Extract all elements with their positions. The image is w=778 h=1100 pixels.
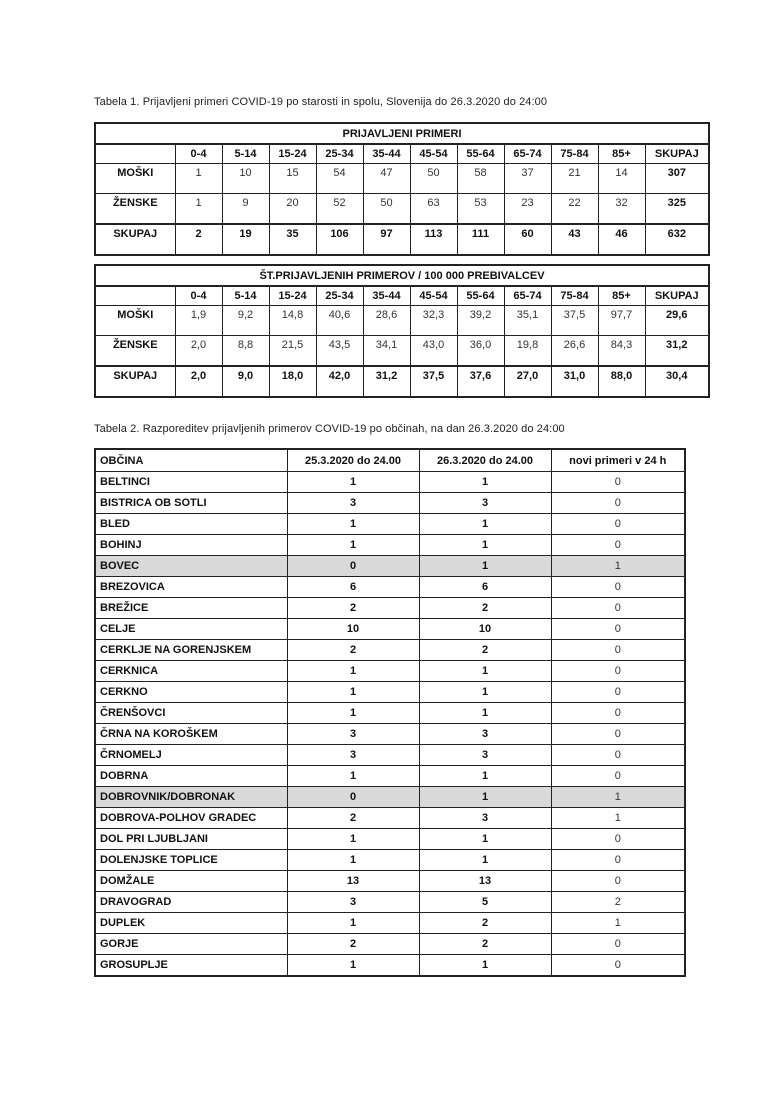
municipality-name: DUPLEK [95, 913, 287, 934]
cell-value: 37,6 [457, 366, 504, 397]
cases-prev-day: 1 [287, 766, 419, 787]
new-cases-24h: 0 [551, 514, 685, 535]
cases-current-day: 3 [419, 808, 551, 829]
cases-current-day: 1 [419, 472, 551, 493]
cell-value: 39,2 [457, 306, 504, 336]
cases-current-day: 1 [419, 703, 551, 724]
cell-value: 21 [551, 164, 598, 194]
table-row [95, 556, 685, 577]
cell-value: 32,3 [410, 306, 457, 336]
cases-current-day: 3 [419, 493, 551, 514]
cell-value: 9 [222, 194, 269, 225]
cell-value: 35 [269, 224, 316, 255]
cell-value: 18,0 [269, 366, 316, 397]
column-header: 85+ [598, 144, 645, 164]
cases-current-day: 1 [419, 850, 551, 871]
column-header: 75-84 [551, 286, 598, 306]
table-row [95, 514, 685, 535]
cell-value: 23 [504, 194, 551, 225]
table-row [95, 194, 709, 225]
cases-current-day: 5 [419, 892, 551, 913]
cell-value: 34,1 [363, 336, 410, 367]
municipality-name: DOL PRI LJUBLJANI [95, 829, 287, 850]
row-label: ŽENSKE [95, 336, 175, 367]
cases-prev-day: 2 [287, 640, 419, 661]
cell-value: 31,2 [363, 366, 410, 397]
cases-current-day: 3 [419, 724, 551, 745]
table-row [95, 366, 709, 397]
column-header: OBČINA [95, 449, 287, 472]
cell-value: 20 [269, 194, 316, 225]
table-row [95, 745, 685, 766]
cases-current-day: 1 [419, 787, 551, 808]
cases-prev-day: 1 [287, 955, 419, 977]
municipality-name: DOMŽALE [95, 871, 287, 892]
cell-value: 47 [363, 164, 410, 194]
cases-current-day: 1 [419, 766, 551, 787]
cases-current-day: 1 [419, 535, 551, 556]
cell-value: 113 [410, 224, 457, 255]
cell-value: 43 [551, 224, 598, 255]
column-header: 65-74 [504, 286, 551, 306]
new-cases-24h: 0 [551, 871, 685, 892]
municipality-name: BOVEC [95, 556, 287, 577]
new-cases-24h: 0 [551, 535, 685, 556]
cell-value: 60 [504, 224, 551, 255]
municipality-name: BISTRICA OB SOTLI [95, 493, 287, 514]
column-header: 45-54 [410, 286, 457, 306]
new-cases-24h: 1 [551, 787, 685, 808]
column-header: 65-74 [504, 144, 551, 164]
table-row [95, 829, 685, 850]
cell-value: 46 [598, 224, 645, 255]
cases-by-age-sex-table [94, 122, 710, 256]
cell-value: 1,9 [175, 306, 222, 336]
new-cases-24h: 0 [551, 745, 685, 766]
table-row [95, 577, 685, 598]
column-header: 25.3.2020 do 24.00 [287, 449, 419, 472]
cell-value: 1 [175, 194, 222, 225]
cases-current-day: 2 [419, 934, 551, 955]
new-cases-24h: 0 [551, 955, 685, 977]
cases-by-municipality-table [94, 448, 686, 977]
column-header: 35-44 [363, 286, 410, 306]
cell-value: 14 [598, 164, 645, 194]
municipality-name: DOBROVA-POLHOV GRADEC [95, 808, 287, 829]
column-header [95, 144, 175, 164]
table-row [95, 766, 685, 787]
table1-caption: Tabela 1. Prijavljeni primeri COVID-19 po starosti in spolu, Slovenija do 26.3.2020 do 24:00 [94, 96, 548, 108]
cases-current-day: 1 [419, 682, 551, 703]
column-header: 75-84 [551, 144, 598, 164]
column-header: 25-34 [316, 286, 363, 306]
column-header-row [95, 449, 685, 472]
municipality-name: CELJE [95, 619, 287, 640]
table-row [95, 472, 685, 493]
cell-value: 37,5 [551, 306, 598, 336]
cases-prev-day: 1 [287, 703, 419, 724]
cell-value: 63 [410, 194, 457, 225]
cell-value: 50 [410, 164, 457, 194]
table-row [95, 598, 685, 619]
municipality-name: DOLENJSKE TOPLICE [95, 850, 287, 871]
cell-value: 53 [457, 194, 504, 225]
column-header: 5-14 [222, 286, 269, 306]
table-row [95, 850, 685, 871]
new-cases-24h: 0 [551, 850, 685, 871]
cases-prev-day: 6 [287, 577, 419, 598]
row-label: MOŠKI [95, 164, 175, 194]
row-label: SKUPAJ [95, 366, 175, 397]
cell-value: 22 [551, 194, 598, 225]
cases-prev-day: 2 [287, 598, 419, 619]
cell-value: 37 [504, 164, 551, 194]
new-cases-24h: 1 [551, 808, 685, 829]
table-row [95, 493, 685, 514]
cell-value: 43,0 [410, 336, 457, 367]
municipality-name: CERKNICA [95, 661, 287, 682]
cell-value: 54 [316, 164, 363, 194]
municipality-name: ČRNA NA KOROŠKEM [95, 724, 287, 745]
table-row [95, 640, 685, 661]
cell-value: 88,0 [598, 366, 645, 397]
municipality-name: BREŽICE [95, 598, 287, 619]
cell-value: 50 [363, 194, 410, 225]
table-title: PRIJAVLJENI PRIMERI [95, 123, 709, 144]
table-row [95, 955, 685, 977]
cell-value: 97,7 [598, 306, 645, 336]
column-header: 15-24 [269, 144, 316, 164]
table-row [95, 306, 709, 336]
new-cases-24h: 1 [551, 913, 685, 934]
row-total: 30,4 [645, 366, 709, 397]
cell-value: 52 [316, 194, 363, 225]
table-row [95, 892, 685, 913]
new-cases-24h: 0 [551, 640, 685, 661]
cases-prev-day: 1 [287, 472, 419, 493]
table-row [95, 724, 685, 745]
column-header: 85+ [598, 286, 645, 306]
new-cases-24h: 1 [551, 556, 685, 577]
cell-value: 15 [269, 164, 316, 194]
cell-value: 40,6 [316, 306, 363, 336]
cell-value: 32 [598, 194, 645, 225]
new-cases-24h: 2 [551, 892, 685, 913]
cell-value: 21,5 [269, 336, 316, 367]
table-row [95, 787, 685, 808]
cases-prev-day: 1 [287, 514, 419, 535]
cases-prev-day: 2 [287, 808, 419, 829]
cases-current-day: 1 [419, 556, 551, 577]
cases-prev-day: 3 [287, 724, 419, 745]
municipality-name: ČRNOMELJ [95, 745, 287, 766]
table-title-row [95, 123, 709, 144]
table-row [95, 913, 685, 934]
cell-value: 2,0 [175, 336, 222, 367]
municipality-name: DOBRNA [95, 766, 287, 787]
municipality-name: GORJE [95, 934, 287, 955]
column-header: 55-64 [457, 144, 504, 164]
column-header-row [95, 286, 709, 306]
table-row [95, 682, 685, 703]
column-header [95, 286, 175, 306]
cases-prev-day: 1 [287, 682, 419, 703]
cell-value: 84,3 [598, 336, 645, 367]
cases-prev-day: 10 [287, 619, 419, 640]
cell-value: 1 [175, 164, 222, 194]
cell-value: 106 [316, 224, 363, 255]
table-row [95, 808, 685, 829]
row-total: 29,6 [645, 306, 709, 336]
new-cases-24h: 0 [551, 619, 685, 640]
row-total: 325 [645, 194, 709, 225]
cell-value: 36,0 [457, 336, 504, 367]
new-cases-24h: 0 [551, 661, 685, 682]
cell-value: 26,6 [551, 336, 598, 367]
new-cases-24h: 0 [551, 682, 685, 703]
new-cases-24h: 0 [551, 472, 685, 493]
row-total: 31,2 [645, 336, 709, 367]
row-label: ŽENSKE [95, 194, 175, 225]
cell-value: 42,0 [316, 366, 363, 397]
cases-current-day: 1 [419, 955, 551, 977]
cell-value: 8,8 [222, 336, 269, 367]
cases-current-day: 10 [419, 619, 551, 640]
cases-current-day: 1 [419, 661, 551, 682]
table-title: ŠT.PRIJAVLJENIH PRIMEROV / 100 000 PREBIVALCEV [95, 265, 709, 286]
municipality-name: GROSUPLJE [95, 955, 287, 977]
cell-value: 9,2 [222, 306, 269, 336]
cases-current-day: 1 [419, 514, 551, 535]
cases-current-day: 2 [419, 913, 551, 934]
new-cases-24h: 0 [551, 724, 685, 745]
cases-prev-day: 1 [287, 535, 419, 556]
cases-prev-day: 1 [287, 829, 419, 850]
new-cases-24h: 0 [551, 598, 685, 619]
row-total: 632 [645, 224, 709, 255]
cases-current-day: 3 [419, 745, 551, 766]
cell-value: 27,0 [504, 366, 551, 397]
column-header: 15-24 [269, 286, 316, 306]
column-header-row [95, 144, 709, 164]
row-label: MOŠKI [95, 306, 175, 336]
cell-value: 31,0 [551, 366, 598, 397]
table-row [95, 535, 685, 556]
column-header: 5-14 [222, 144, 269, 164]
municipality-name: CERKLJE NA GORENJSKEM [95, 640, 287, 661]
cases-current-day: 13 [419, 871, 551, 892]
cell-value: 97 [363, 224, 410, 255]
column-header: novi primeri v 24 h [551, 449, 685, 472]
cell-value: 43,5 [316, 336, 363, 367]
table-row [95, 934, 685, 955]
column-header: 0-4 [175, 144, 222, 164]
municipality-name: DOBROVNIK/DOBRONAK [95, 787, 287, 808]
municipality-name: DRAVOGRAD [95, 892, 287, 913]
cases-prev-day: 1 [287, 913, 419, 934]
cell-value: 2,0 [175, 366, 222, 397]
table-row [95, 871, 685, 892]
column-header: 0-4 [175, 286, 222, 306]
table-row [95, 224, 709, 255]
cell-value: 28,6 [363, 306, 410, 336]
cases-prev-day: 2 [287, 934, 419, 955]
column-header: 25-34 [316, 144, 363, 164]
cases-current-day: 2 [419, 598, 551, 619]
table-row [95, 336, 709, 367]
cases-current-day: 1 [419, 829, 551, 850]
cell-value: 19 [222, 224, 269, 255]
new-cases-24h: 0 [551, 766, 685, 787]
column-header: 35-44 [363, 144, 410, 164]
new-cases-24h: 0 [551, 493, 685, 514]
table-row [95, 619, 685, 640]
cases-prev-day: 1 [287, 661, 419, 682]
municipality-name: BLED [95, 514, 287, 535]
new-cases-24h: 0 [551, 934, 685, 955]
cell-value: 111 [457, 224, 504, 255]
new-cases-24h: 0 [551, 703, 685, 724]
cell-value: 58 [457, 164, 504, 194]
municipality-name: CERKNO [95, 682, 287, 703]
cell-value: 9,0 [222, 366, 269, 397]
municipality-name: BREZOVICA [95, 577, 287, 598]
row-total: 307 [645, 164, 709, 194]
cases-prev-day: 0 [287, 556, 419, 577]
table-title-row [95, 265, 709, 286]
cases-prev-day: 0 [287, 787, 419, 808]
cases-prev-day: 3 [287, 493, 419, 514]
municipality-name: BELTINCI [95, 472, 287, 493]
cases-current-day: 6 [419, 577, 551, 598]
cases-prev-day: 1 [287, 850, 419, 871]
cell-value: 14,8 [269, 306, 316, 336]
cases-current-day: 2 [419, 640, 551, 661]
rate-per-100k-table [94, 264, 710, 398]
cases-prev-day: 3 [287, 745, 419, 766]
cell-value: 19,8 [504, 336, 551, 367]
column-header: SKUPAJ [645, 144, 709, 164]
row-label: SKUPAJ [95, 224, 175, 255]
column-header: 45-54 [410, 144, 457, 164]
cell-value: 35,1 [504, 306, 551, 336]
municipality-name: ČRENŠOVCI [95, 703, 287, 724]
table-row [95, 703, 685, 724]
cases-prev-day: 3 [287, 892, 419, 913]
municipality-name: BOHINJ [95, 535, 287, 556]
cases-prev-day: 13 [287, 871, 419, 892]
cell-value: 10 [222, 164, 269, 194]
column-header: 55-64 [457, 286, 504, 306]
column-header: SKUPAJ [645, 286, 709, 306]
cell-value: 2 [175, 224, 222, 255]
table2-caption: Tabela 2. Razporeditev prijavljenih primerov COVID-19 po občinah, na dan 26.3.2020 do 24:00 [94, 423, 565, 435]
table-row [95, 661, 685, 682]
column-header: 26.3.2020 do 24.00 [419, 449, 551, 472]
cell-value: 37,5 [410, 366, 457, 397]
new-cases-24h: 0 [551, 577, 685, 598]
new-cases-24h: 0 [551, 829, 685, 850]
table-row [95, 164, 709, 194]
